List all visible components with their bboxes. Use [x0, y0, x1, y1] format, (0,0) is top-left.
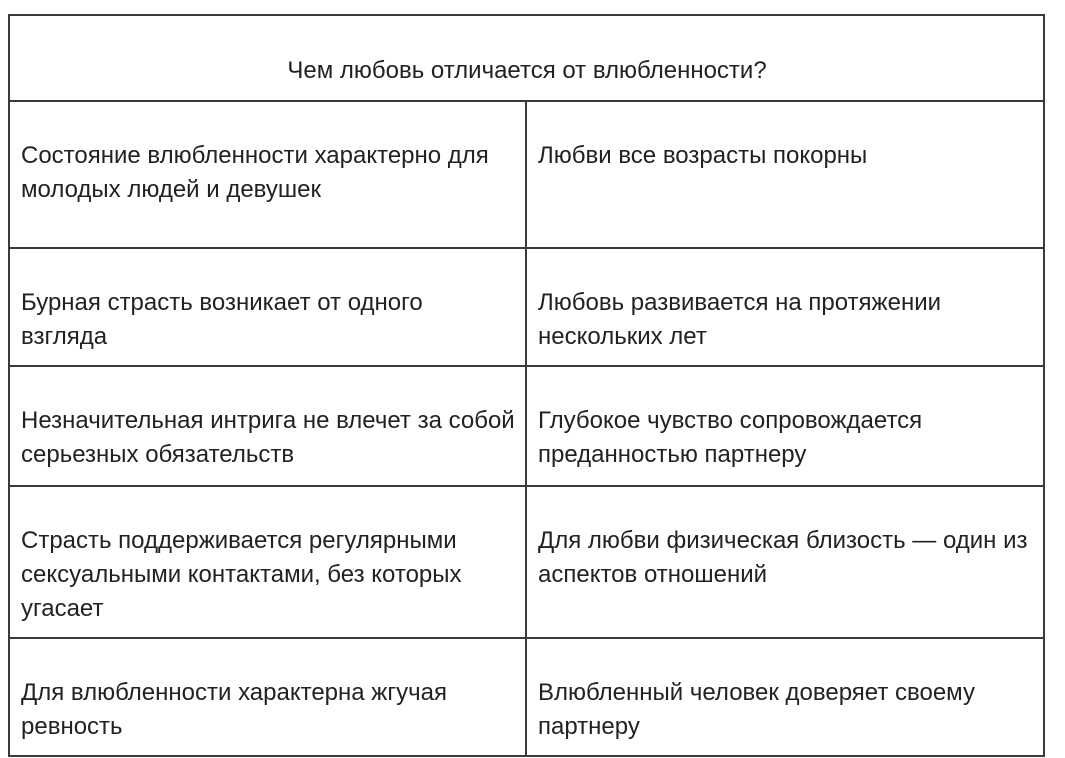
love-cell: Любовь развивается на протяжении нескольких лет: [526, 248, 1044, 366]
table-title: Чем любовь отличается от влюбленности?: [9, 15, 1044, 101]
table-row: [9, 486, 1044, 638]
love-cell: Любви все возрасты покорны: [526, 101, 1044, 248]
infatuation-cell: Состояние влюбленности характерно для молодых людей и девушек: [9, 101, 526, 248]
table-row: [9, 366, 1044, 486]
comparison-table: [8, 14, 1045, 757]
table-row: [9, 248, 1044, 366]
love-cell: Глубокое чувство сопровождается преданностью партнеру: [526, 366, 1044, 486]
love-cell: Влюбленный человек доверяет своему партнеру: [526, 638, 1044, 756]
table-row: [9, 101, 1044, 248]
infatuation-cell: Бурная страсть возникает от одного взгляда: [9, 248, 526, 366]
header-row: [9, 15, 1044, 101]
infatuation-cell: Страсть поддерживается регулярными сексуальными контактами, без которых угасает: [9, 486, 526, 638]
table-row: [9, 638, 1044, 756]
infatuation-cell: Незначительная интрига не влечет за собой серьезных обязательств: [9, 366, 526, 486]
love-cell: Для любви физическая близость — один из аспектов отношений: [526, 486, 1044, 638]
infatuation-cell: Для влюбленности характерна жгучая ревность: [9, 638, 526, 756]
